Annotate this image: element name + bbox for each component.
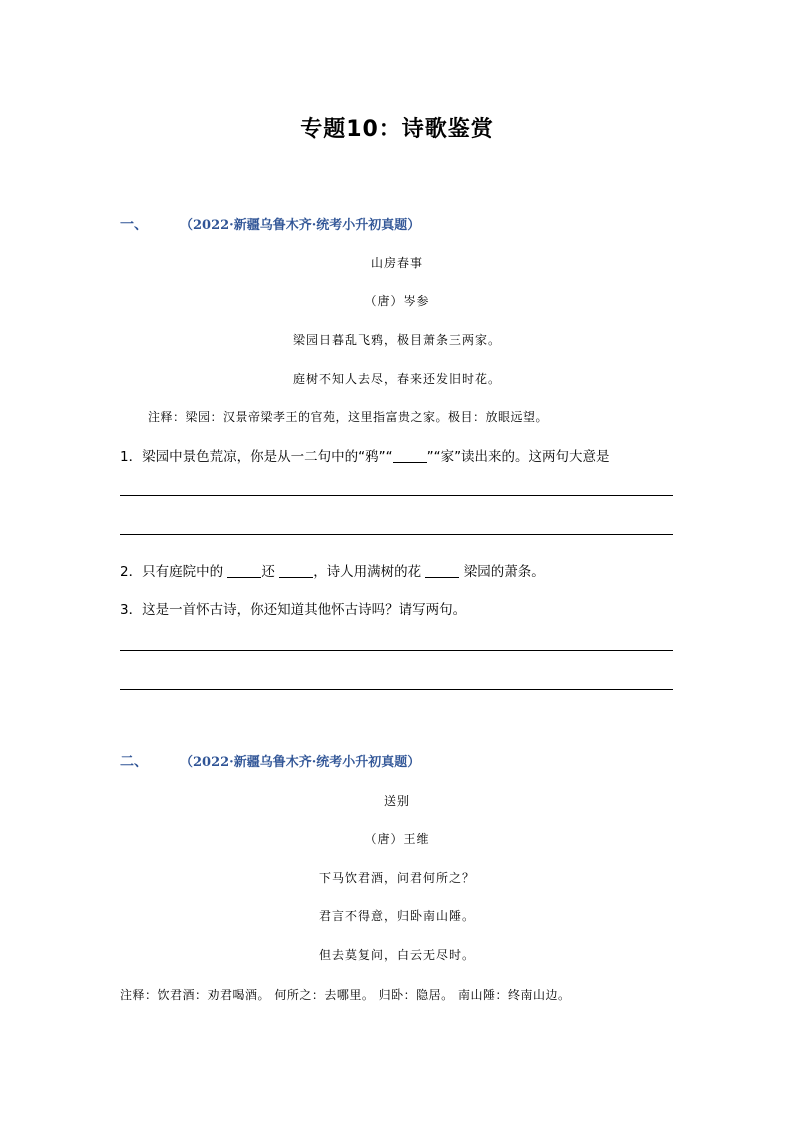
poem-1-line-1: 梁园日暮乱飞鸦，极目萧条三两家。 — [292, 333, 501, 347]
question-3: 3．这是一首怀古诗，你还知道其他怀古诗吗？请写两句。 — [120, 602, 467, 618]
page-title: 专题10：诗歌鉴赏 — [300, 117, 494, 142]
section-1-number: 一、 — [120, 217, 148, 233]
section-1-source: （2022·新疆乌鲁木齐·统考小升初真题） — [180, 218, 421, 233]
question-2-part-b: 还 — [261, 564, 275, 580]
question-1-suffix: ”“家”读出来的。这两句大意是 — [426, 449, 610, 465]
question-2-blank-1[interactable] — [227, 563, 261, 578]
answer-line-2[interactable] — [120, 534, 673, 535]
poem-1-note: 注释：梁园：汉景帝梁孝王的官苑，这里指富贵之家。极目：放眼远望。 — [148, 410, 549, 424]
poem-2-author: （唐）王维 — [364, 832, 430, 846]
section-2-number: 二、 — [120, 754, 148, 770]
question-2-part-c: ，诗人用满树的花 — [313, 564, 422, 580]
question-1-prefix: 1．梁园中景色荒凉，你是从一二句中的“鸦”“ — [120, 449, 393, 465]
answer-line-4[interactable] — [120, 689, 673, 690]
section-2-source: （2022·新疆乌鲁木齐·统考小升初真题） — [180, 755, 421, 770]
poem-2-note: 注释：饮君酒：劝君喝酒。 何所之：去哪里。 归卧：隐居。 南山陲：终南山边。 — [120, 988, 571, 1002]
poem-2-line-1: 下马饮君酒，问君何所之？ — [318, 871, 475, 885]
poem-2-line-2: 君言不得意，归卧南山陲。 — [318, 909, 475, 923]
poem-1-author: （唐）岑参 — [364, 294, 430, 308]
poem-2-title: 送别 — [383, 794, 410, 808]
question-2-part-d: 梁园的萧条。 — [463, 564, 545, 580]
question-2-blank-3[interactable] — [425, 563, 459, 578]
question-2-part-a: 2．只有庭院中的 — [120, 564, 224, 580]
answer-line-1[interactable] — [120, 495, 673, 496]
poem-2-line-3: 但去莫复问，白云无尽时。 — [318, 948, 475, 962]
question-2 — [120, 560, 545, 580]
question-1-blank[interactable] — [393, 448, 427, 463]
poem-1-title: 山房春事 — [370, 256, 423, 270]
poem-1-line-2: 庭树不知人去尽，春来还发旧时花。 — [292, 372, 501, 386]
answer-line-3[interactable] — [120, 650, 673, 651]
question-1 — [120, 445, 610, 465]
question-2-blank-2[interactable] — [279, 563, 313, 578]
